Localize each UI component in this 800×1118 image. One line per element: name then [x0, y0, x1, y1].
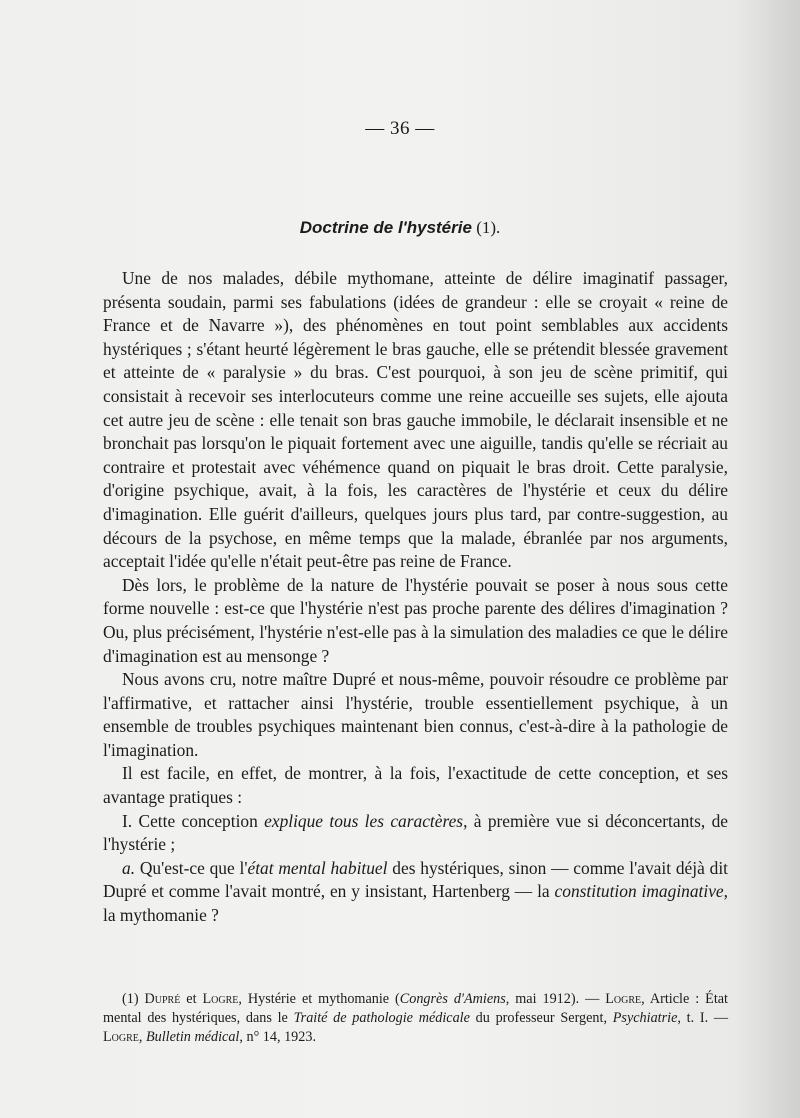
- page-number: — 36 —: [365, 118, 435, 139]
- heading-title: Doctrine de l'hystérie: [299, 218, 472, 237]
- paragraph-6-label: a.: [122, 857, 136, 878]
- paragraph-3: Nous avons cru, notre maître Dupré et nous-même, pouvoir résoudre ce problème par l'affirmative, et rattacher ainsi l'hystérie, trouble essentiellement psychique, à un ensemble de troubles psychiques maintenant bien connus, c'est-à-dire à la pathologie de l'imagination.: [103, 669, 728, 760]
- paragraph-6-part-c: , la mythomanie ?: [103, 881, 728, 926]
- paragraph-2: Dès lors, le problème de la nature de l'hystérie pouvait se poser à nous sous cette forme nouvelle : est-ce que l'hystérie n'est pas proche parente des délires d'imagination ? Ou, plus précisément, l'hystérie n'est-elle pas à la simulation des maladies ce que le délire d'imagination est au mensonge ?: [103, 574, 728, 666]
- footnote-congress: Congrès d'Amiens: [399, 991, 506, 1007]
- paragraph-5-lead: I. Cette conception: [122, 810, 258, 831]
- footnote-text-2: , mai 1912). —: [505, 991, 600, 1007]
- footnote-author-2: Logre: [202, 991, 239, 1007]
- paragraph-5-tail: , à première vue si déconcertants, de l'hystérie ;: [103, 810, 728, 855]
- footnote-bulletin: Bulletin médical: [145, 1029, 240, 1045]
- paragraph-6-emphasis-2: constitution imaginative: [554, 881, 724, 902]
- paragraph-6-part-a: Qu'est-ce que l': [139, 857, 248, 878]
- footnote-text-7: , n° 14, 1923.: [239, 1029, 316, 1045]
- paragraph-1: Une de nos malades, débile mythomane, atteinte de délire imaginatif passager, présenta soudain, parmi ses fabulations (idées de grandeur : elle se croyait « reine de France et de Navarre »), des phénomènes en tout point semblables aux accidents hystériques ; s'étant heurté légèrement le bras gauche, elle se prétendit blessée gravement et atteinte de « paralysie » du bras. C'est pourquoi, à son jeu de scène primitif, qui consistait à recevoir ses interlocuteurs comme une reine accueille ses sujets, elle ajouta cet autre jeu de scène : elle tenait son bras gauche immobile, le déclarait insensible et ne bronchait pas lorsqu'on le piquait fortement avec une aiguille, tandis qu'elle se récriait au contraire et protestait avec véhémence quand on piquait le bras droit. Cette paralysie, d'origine psychique, avait, à la fois, les caractères de l'hystérie et ceux du délire d'imagination. Elle guérit d'ailleurs, quelques jours plus tard, par contre-suggestion, au décours de la psychose, en même temps que la malade, ébranlée par nos arguments, acceptait l'idée qu'elle n'était peut-être pas reine de France.: [103, 268, 728, 572]
- footnote-text-6: ,: [138, 1029, 143, 1045]
- footnote-author-4: Logre: [103, 1029, 139, 1045]
- paragraph-5: [103, 810, 728, 857]
- footnote-traite: Traité de pathologie médicale: [293, 1010, 470, 1026]
- footnote-text-1: , Hystérie et mythomanie (: [238, 991, 400, 1007]
- body-text: [103, 267, 728, 928]
- footnote-number: (1): [122, 991, 139, 1007]
- footnote-author-3: Logre: [605, 991, 642, 1007]
- footnote-text-4: du professeur Sergent,: [475, 1010, 608, 1026]
- section-heading: [0, 218, 800, 238]
- footnote: [103, 990, 728, 1047]
- footnote-author-1: Dupré: [144, 991, 181, 1007]
- heading-footnote-ref: (1).: [476, 218, 501, 237]
- paragraph-6-emphasis-1: état mental habituel: [247, 857, 388, 878]
- paragraph-6: [103, 857, 728, 928]
- paragraph-5-emphasis: explique tous les caractères: [264, 810, 464, 831]
- footnote-text-5: , t. I. —: [677, 1010, 729, 1026]
- footnote-psychiatrie: Psychiatrie: [612, 1010, 678, 1026]
- paragraph-4: Il est facile, en effet, de montrer, à la fois, l'exactitude de cette conception, et ses avantage pratiques :: [103, 763, 728, 808]
- footnote-conj: et: [186, 991, 197, 1007]
- footnote-text-3: , Article : État mental des hystériques, dans le: [103, 991, 729, 1026]
- paragraph-6-part-b: des hystériques, sinon — comme l'avait déjà dit Dupré et comme l'avait montré, en y insistant, Hartenberg — la: [103, 857, 728, 902]
- footnote-text: [103, 990, 728, 1047]
